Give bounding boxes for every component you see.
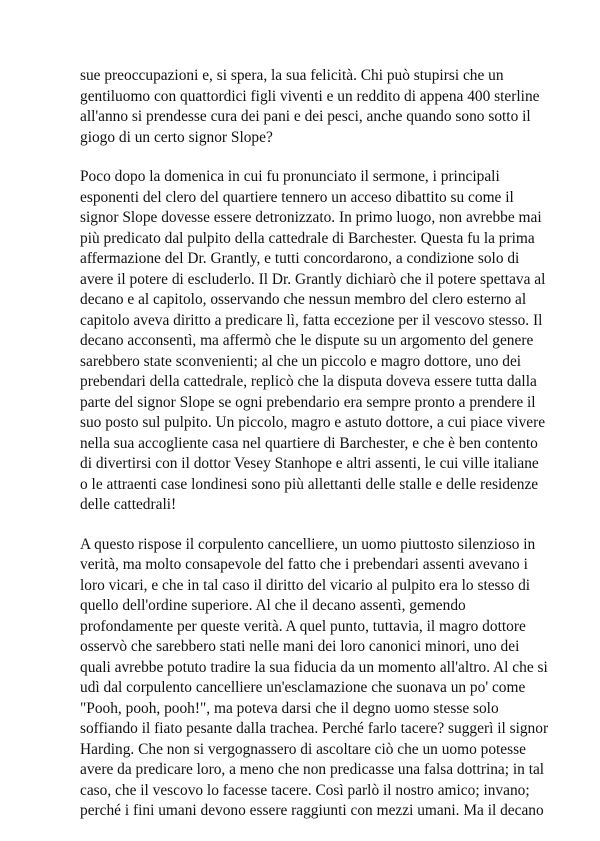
- text-line: nella sua accogliente casa nel quartiere di Barchester, e che è ben contento: [80, 434, 538, 452]
- text-line: "Pooh, pooh, pooh!", ma poteva darsi che il degno uomo stesse solo: [80, 699, 499, 717]
- text-line: giogo di un certo signor Slope?: [80, 128, 273, 146]
- text-line: loro vicari, e che in tal caso il diritto del vicario al pulpito era lo stesso di: [80, 576, 531, 594]
- text-line: gentiluomo con quattordici figli viventi e un reddito di appena 400 sterline: [80, 87, 540, 105]
- text-line: capitolo aveva diritto a predicare lì, fatta eccezione per il vescovo stesso. Il: [80, 311, 543, 329]
- text-line: suo posto sul pulpito. Un piccolo, magro e astuto dottore, a cui piace vivere: [80, 414, 546, 431]
- text-line: affermazione del Dr. Grantly, e tutti concordarono, a condizione solo di: [80, 250, 520, 267]
- text-line: prebendari della cattedrale, replicò che la disputa doveva essere tutta dalla: [80, 373, 537, 390]
- text-line: più predicato dal pulpito della cattedrale di Barchester. Questa fu la prima: [80, 229, 535, 247]
- text-line: A questo rispose il corpulento cancelliere, un uomo piuttosto silenzioso in: [80, 535, 536, 553]
- text-line: o le attraenti case londinesi sono più allettanti delle stalle e delle residenze: [80, 475, 539, 493]
- text-line: decano e al capitolo, osservando che nessun membro del clero esterno al: [80, 291, 527, 308]
- text-line: avere il potere di escluderlo. Il Dr. Grantly dichiarò che il potere spettava al: [80, 270, 546, 288]
- text-line: quali avrebbe potuto tradire la sua fiducia da un momento all'altro. Al che si: [80, 658, 548, 676]
- text-line: quello dell'ordine superiore. Al che il decano assentì, gemendo: [80, 597, 466, 614]
- text-line: caso, che il vescovo lo facesse tacere. Così parlò il nostro amico; invano;: [80, 781, 530, 799]
- text-line: Poco dopo la domenica in cui fu pronunciato il sermone, i principali: [80, 168, 500, 185]
- text-line: sarebbero state sconvenienti; al che un piccolo e magro dottore, uno dei: [80, 352, 522, 370]
- text-line: verità, ma molto consapevole del fatto che i prebendari assenti avevano i: [80, 556, 528, 573]
- text-line: sue preoccupazioni e, si spera, la sua felicità. Chi può stupirsi che un: [80, 67, 504, 84]
- text-line: parte del signor Slope se ogni prebendario era sempre pronto a prendere il: [80, 393, 536, 411]
- paragraph-1: [80, 66, 540, 148]
- text-line: Harding. Che non si vergognassero di ascoltare ciò che un uomo potesse: [80, 740, 526, 758]
- text-line: perché i fini umani devono essere raggiunti con mezzi umani. Ma il decano: [80, 802, 544, 819]
- paragraph-3: [80, 535, 549, 822]
- text-line: esponenti del clero del quartiere tennero un acceso dibattito su come il: [80, 188, 514, 206]
- text-line: profondamente per queste verità. A quel punto, tuttavia, il magro dottore: [80, 617, 526, 635]
- text-line: all'anno si prendesse cura dei pani e dei pesci, anche quando sono sotto il: [80, 108, 531, 125]
- text-line: di divertirsi con il dottor Vesey Stanhope e altri assenti, le cui ville italiane: [80, 455, 539, 472]
- paragraph-2: [80, 167, 546, 516]
- body-text: [80, 66, 549, 841]
- text-line: avere da predicare loro, a meno che non predicasse una falsa dottrina; in tal: [80, 761, 545, 778]
- text-line: decano acconsentì, ma affermò che le dispute su un argomento del genere: [80, 332, 534, 349]
- text-line: delle cattedrali!: [80, 496, 177, 513]
- text-line: soffiando il fiato pesante dalla trachea. Perché farlo tacere? suggerì il signor: [80, 720, 549, 737]
- text-line: signor Slope dovesse essere detronizzato. In primo luogo, non avrebbe mai: [80, 209, 542, 226]
- text-line: udì dal corpulento cancelliere un'esclamazione che suonava un po' come: [80, 679, 526, 696]
- text-line: osservò che sarebbero stati nelle mani dei loro canonici minori, uno dei: [80, 638, 520, 655]
